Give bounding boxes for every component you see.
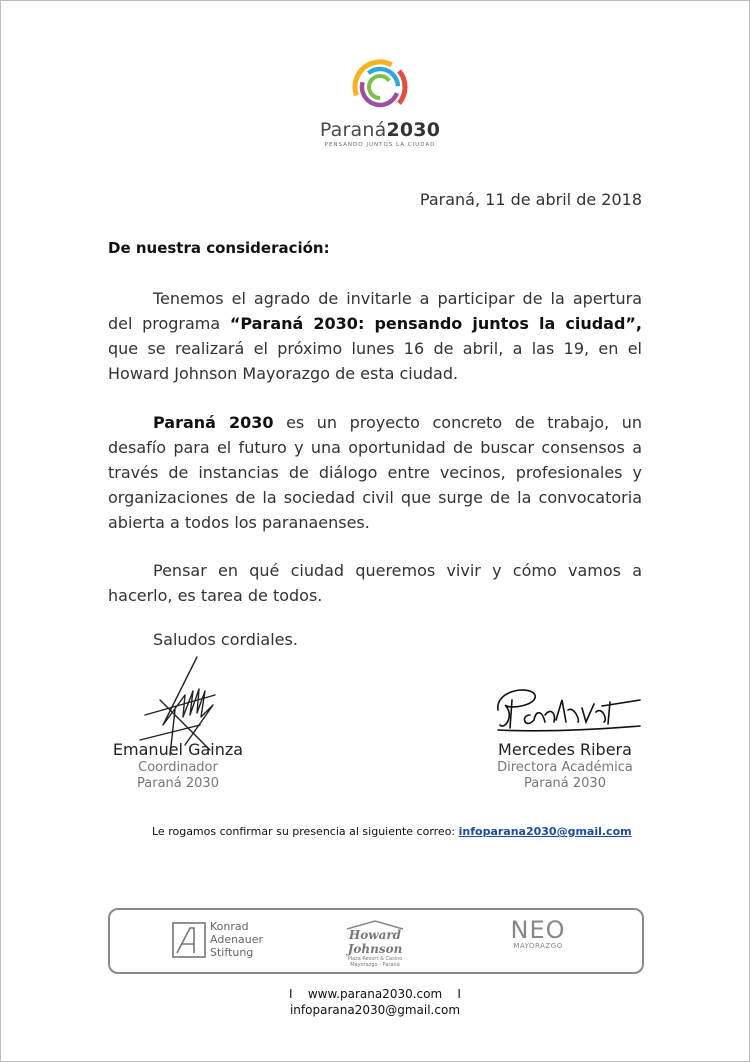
footer-website: I www.parana2030.com I <box>289 987 461 1001</box>
signatory-org: Paraná 2030 <box>524 776 606 791</box>
hj-sub: Mayorazgo - Paraná <box>350 962 400 968</box>
signatory-name: Emanuel Gainza <box>112 740 244 759</box>
konrad-text-line: Konrad <box>210 920 249 933</box>
closing-salutation: Saludos cordiales. <box>153 630 298 649</box>
hj-roof-icon <box>345 920 405 930</box>
logo-tagline: PENSANDO JUNTOS LA CIUDAD <box>324 142 436 148</box>
footer-email: infoparana2030@gmail.com <box>289 1003 461 1017</box>
rsvp-note: Le rogamos confirmar su presencia al siguiente correo: infoparana2030@gmail.com <box>152 825 632 838</box>
circles-logo-icon <box>351 58 409 116</box>
letter-greeting: De nuestra consideración: <box>108 239 330 257</box>
signatory-role: Coordinador <box>138 760 218 775</box>
logo-wordmark: Paraná2030 <box>319 119 441 141</box>
sponsors-box <box>108 908 644 974</box>
hj-name: Howard Johnson <box>347 928 403 956</box>
signatory-org: Paraná 2030 <box>137 776 219 791</box>
neo-mayorazgo-logo <box>503 918 573 964</box>
rsvp-email-link[interactable]: infoparana2030@gmail.com <box>458 825 632 838</box>
konrad-text-line: Stiftung <box>210 946 254 959</box>
signature-ribera <box>490 680 645 740</box>
signatory-role: Directora Académica <box>497 760 633 775</box>
paragraph-invitation: Tenemos el agrado de invitarle a participar de la apertura del programa “Paraná 2030: pensando juntos la ciudad”, que se realizará el próximo lunes 16 de abril, a las 19, en el Howard Johnson Mayorazgo de esta ciudad. <box>108 289 643 383</box>
kas-emblem-icon <box>172 922 206 958</box>
paragraph-closing-thought: Pensar en qué ciudad queremos vivir y cómo vamos a hacerlo, es tarea de todos. <box>108 561 642 605</box>
signatory-name: Mercedes Ribera <box>498 740 632 759</box>
signatory-block-1 <box>106 740 250 792</box>
howard-johnson-logo <box>325 918 425 968</box>
neo-subtitle: MAYORAZGO <box>513 942 563 950</box>
signatory-block-2 <box>485 740 645 792</box>
letter-date: Paraná, 11 de abril de 2018 <box>419 190 642 209</box>
paragraph-project: Paraná 2030 es un proyecto concreto de trabajo, un desafío para el futuro y una oportunidad de buscar consensos a través de instancias de diálogo entre vecinos, profesionales y organizaciones de la sociedad civil que surge de la convocatoria abierta a todos los paranaenses. <box>108 413 642 532</box>
konrad-adenauer-logo <box>170 918 270 964</box>
neo-wordmark: NEO <box>510 916 566 944</box>
parana2030-logo <box>315 58 445 153</box>
hj-sub: Plaza Resort & Casino <box>347 956 403 962</box>
konrad-text-line: Adenauer <box>210 933 264 946</box>
